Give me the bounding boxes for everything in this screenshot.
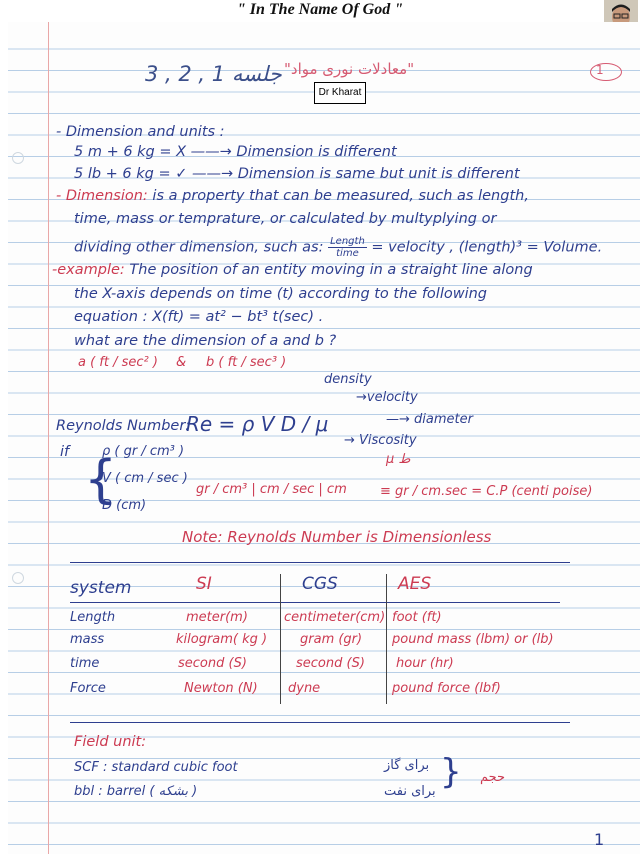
lecture-note-page: " In The Name Of God " 3 , 2 , 1 جلسه "معادلات نوری مواد" 1 Dr Kharat - Dimension and units : 5 m + 6 kg = X ——→ Dimension is different 5 lb + 6 kg = ✓ ——→ Dimension is same but unit is different - Dimension: is a property that can be measured, such as length, time, mass or temprature, or calculated by multyplying or dividing other dimension, such as: $\frac{\text{Length}}{\text{time}}$ = velocity , (length)³ = Volume. -example: The position of an entity moving in a straight line along the X-axis depends on time (t) according to the following equation : X(ft) = at² − bt³ t(sec) . what are the dimension of a and b ? a ( ft / sec² ) & b ( ft / sec³ ) density →velocity —→ diameter → Viscosity μ ط Reynolds Number: Re = ρ V D / μ if { ρ ( gr / cm³ ) V ( cm / sec ) D (cm) gr / cm³ | cm / sec | cm ≡ gr / cm.sec = C.P (centi poise) Note: Reynolds Number is Dimensionless system SI CGS AES Length meter(m) centimeter(cm) foot (ft) mass kilogram( kg ) gram (gr) pound mass (lbm) or (lb) time second (S) second (S) hour (hr) Force Newton (N) dyne pound force (lbf) Field unit: SCF : standard cubic foot bbl : barrel ( بشکه ) برای گاز برای نفت } حجم 1	[0, 0, 640, 854]
margin-line	[48, 22, 49, 854]
page-title: " In The Name Of God "	[236, 1, 404, 18]
page-number: 1	[594, 830, 605, 849]
punch-hole	[12, 152, 24, 164]
course-title: "معادلات نوری مواد"	[284, 60, 415, 78]
page-circle: 1	[590, 63, 622, 81]
section-divider	[70, 562, 570, 563]
table-header-system: system	[70, 578, 132, 598]
dr-kharat-label: Dr Kharat	[314, 82, 366, 104]
answer-a: a ( ft / sec² )	[78, 355, 158, 370]
reynolds-title: Reynolds Number:	[56, 418, 191, 434]
rho-unit: ρ ( gr / cm³ )	[102, 444, 185, 459]
reynolds-note: Note: Reynolds Number is Dimensionless	[182, 528, 492, 546]
definition-text: is a property that can be measured, such as length,	[152, 188, 529, 204]
session-numbers: 3 , 2 , 1 جلسه	[145, 62, 282, 86]
table-header-cgs: CGS	[302, 574, 338, 594]
unit-result: ≡ gr / cm.sec = C.P (centi poise)	[380, 484, 593, 499]
diameter-unit: D (cm)	[102, 498, 147, 513]
diameter-annotation: —→ diameter	[386, 412, 473, 427]
unit-calc: gr / cm³ | cm / sec | cm	[196, 482, 347, 497]
table-column-divider	[280, 574, 281, 704]
mu-note: μ ط	[386, 452, 411, 467]
heading-dimension-units: - Dimension and units :	[56, 124, 225, 140]
velocity-annotation: →velocity	[356, 390, 418, 405]
answer-and: &	[176, 355, 187, 370]
table-header-si: SI	[196, 574, 212, 594]
note-line: 5 lb + 6 kg = ✓ ——→ Dimension is same but unit is different	[74, 166, 520, 182]
brace-symbol: {	[84, 450, 118, 510]
note-line: the X-axis depends on time (t) according to the following	[74, 286, 488, 302]
note-line: equation : X(ft) = at² − bt³ t(sec) .	[74, 309, 324, 325]
example-label: -example:	[52, 262, 130, 278]
note-line: what are the dimension of a and b ?	[74, 333, 337, 349]
field-volume: حجم	[480, 770, 506, 785]
field-bbl: bbl : barrel ( بشکه )	[74, 784, 198, 799]
example-line: -example: The position of an entity moving in a straight line along	[52, 262, 533, 278]
dimension-definition	[56, 188, 529, 204]
velocity-unit: V ( cm / sec )	[102, 471, 188, 486]
section-divider	[70, 722, 570, 723]
table-header-rule	[70, 602, 560, 603]
table-column-divider	[386, 574, 387, 704]
answer-b: b ( ft / sec³ )	[206, 355, 287, 370]
table-header-aes: AES	[398, 574, 432, 594]
density-annotation: density	[324, 372, 372, 387]
viscosity-annotation: → Viscosity	[344, 433, 417, 448]
if-label: if	[60, 444, 70, 460]
note-line: time, mass or temprature, or calculated by multyplying or	[74, 211, 497, 227]
field-brace: }	[440, 752, 462, 792]
note-line: 5 m + 6 kg = X ——→ Dimension is different	[74, 144, 397, 160]
definition-label: - Dimension:	[56, 188, 153, 204]
field-unit-title: Field unit:	[74, 734, 147, 750]
field-gas: برای گاز	[384, 758, 430, 773]
punch-hole	[12, 572, 24, 584]
reynolds-formula: Re = ρ V D / μ	[186, 412, 329, 436]
field-scf: SCF : standard cubic foot	[74, 760, 238, 775]
note-line: dividing other dimension, such as: $\frac{\text{Length}}{\text{time}}$ = velocity , (length)³ = Volume.	[74, 236, 603, 259]
field-oil: برای نفت	[384, 784, 436, 799]
